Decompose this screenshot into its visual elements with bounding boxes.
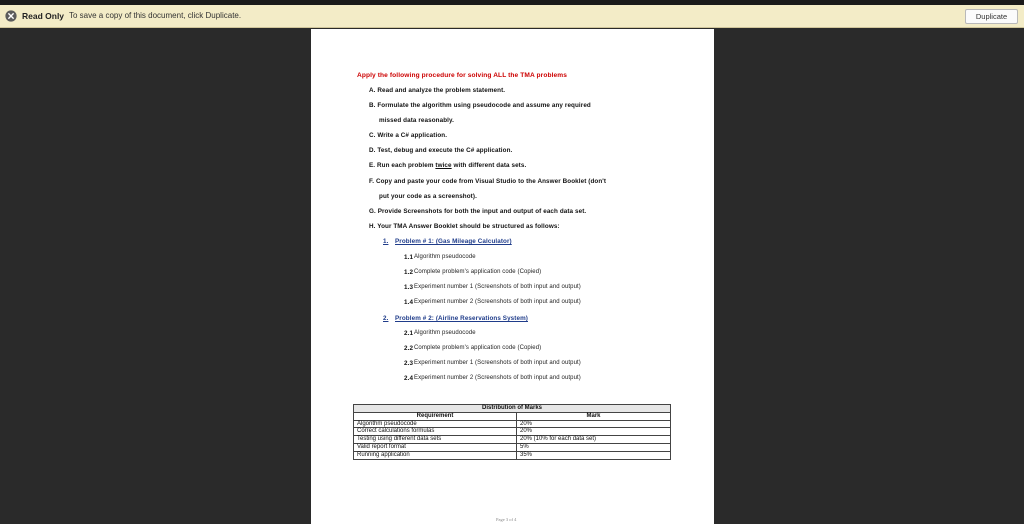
close-circle-icon: [5, 10, 17, 22]
problem2-item-num: 2.3: [404, 360, 414, 367]
problem1-item-num: 1.3: [404, 284, 414, 291]
problem1-item-num: 1.1: [404, 254, 414, 261]
problem2-item-num: 2.4: [404, 375, 414, 382]
read-only-banner: [0, 5, 1024, 28]
step-h: H. Your TMA Answer Booklet should be structured as follows:: [369, 223, 560, 230]
table-header-row: [354, 412, 671, 420]
problem2-title-link[interactable]: Problem # 2: (Airline Reservations System): [395, 315, 528, 322]
problem1-item-num: 1.2: [404, 269, 414, 276]
step-f-line1: F. Copy and paste your code from Visual Studio to the Answer Booklet (don't: [369, 178, 607, 185]
requirement-cell: Correct calculations formulas: [354, 428, 517, 436]
problem1-item-text: Complete problem's application code (Copied): [414, 269, 542, 275]
mark-cell: 20% (10% for each data set): [517, 436, 671, 444]
read-only-label: Read Only: [22, 11, 65, 21]
page-number-footer: Page 3 of 4: [496, 517, 517, 522]
problem1-title-link[interactable]: Problem # 1: (Gas Mileage Calculator): [395, 238, 512, 245]
problem1-number: 1.: [383, 238, 389, 245]
step-e-twice: twice: [435, 162, 452, 169]
problem1-item-text: Experiment number 1 (Screenshots of both input and output): [414, 284, 581, 290]
duplicate-button[interactable]: Duplicate: [965, 9, 1018, 24]
marks-distribution-table: [353, 404, 671, 460]
column-header-requirement: Requirement: [354, 412, 517, 420]
mark-cell: 35%: [517, 451, 671, 459]
problem2-item-num: 2.2: [404, 345, 414, 352]
problem2-item-text: Algorithm pseudocode: [414, 330, 476, 336]
table-title-row: [354, 405, 671, 413]
problem1-item-text: Algorithm pseudocode: [414, 254, 476, 260]
problem2-item-text: Complete problem's application code (Copied): [414, 345, 542, 351]
problem1-item-num: 1.4: [404, 299, 414, 306]
mark-cell: 20%: [517, 420, 671, 428]
step-f-line2: put your code as a screenshot).: [379, 193, 477, 200]
column-header-mark: Mark: [517, 412, 671, 420]
read-only-message: To save a copy of this document, click Duplicate.: [69, 11, 242, 20]
step-a: A. Read and analyze the problem statement.: [369, 87, 506, 94]
procedure-heading: Apply the following procedure for solving ALL the TMA problems: [357, 72, 567, 79]
step-e: [369, 162, 526, 169]
problem2-item-num: 2.1: [404, 330, 414, 337]
table-row: [354, 443, 671, 451]
step-c: C. Write a C# application.: [369, 132, 448, 139]
table-row: [354, 451, 671, 459]
problem2-item-text: Experiment number 2 (Screenshots of both input and output): [414, 375, 581, 381]
step-e-pre: E. Run each problem: [369, 162, 436, 169]
table-row: [354, 428, 671, 436]
table-row: [354, 420, 671, 428]
step-d: D. Test, debug and execute the C# application.: [369, 147, 513, 154]
step-g: G. Provide Screenshots for both the input and output of each data set.: [369, 208, 587, 215]
requirement-cell: Algorithm pseudocode: [354, 420, 517, 428]
mark-cell: 20%: [517, 428, 671, 436]
step-b-line1: B. Formulate the algorithm using pseudocode and assume any required: [369, 102, 591, 109]
requirement-cell: Running application: [354, 451, 517, 459]
table-row: [354, 436, 671, 444]
problem2-number: 2.: [383, 315, 389, 322]
table-title: Distribution of Marks: [354, 405, 671, 413]
step-b-line2: missed data reasonably.: [379, 117, 454, 124]
problem2-item-text: Experiment number 1 (Screenshots of both input and output): [414, 360, 581, 366]
mark-cell: 5%: [517, 443, 671, 451]
step-e-post: with different data sets.: [451, 162, 527, 169]
requirement-cell: Testing using different data sets: [354, 436, 517, 444]
requirement-cell: Valid report format: [354, 443, 517, 451]
problem1-item-text: Experiment number 2 (Screenshots of both input and output): [414, 299, 581, 305]
